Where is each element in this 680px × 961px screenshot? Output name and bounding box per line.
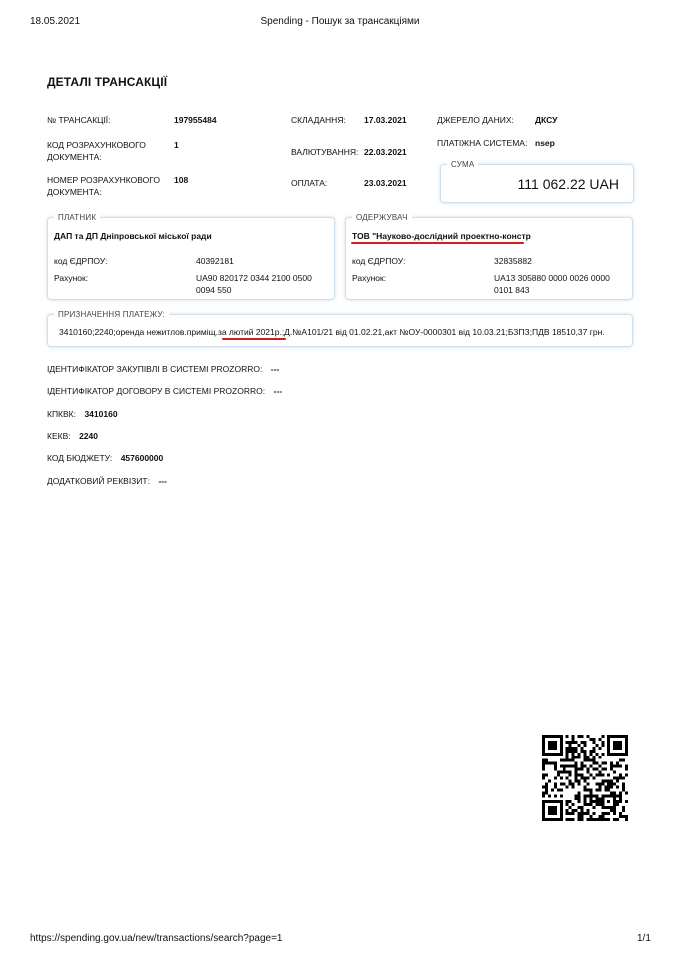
purpose-underline	[222, 338, 286, 340]
prozorro-contract-label: ІДЕНТИФІКАТОР ДОГОВОРУ В СИСТЕМІ PROZORRO:	[47, 386, 266, 396]
receiver-name-underline	[351, 242, 524, 244]
kpkvk-row	[47, 404, 118, 422]
sum-label: СУМА	[447, 159, 478, 170]
prozorro-purchase-row	[47, 359, 279, 377]
receiver-box	[345, 213, 633, 300]
additional-row	[47, 471, 167, 489]
compiled-value: 17.03.2021	[364, 115, 407, 125]
footer-page: 1/1	[637, 933, 651, 944]
receiver-name: ТОВ "Науково-дослідний проектно-констр	[352, 231, 531, 241]
receiver-account-value: UA13 305880 0000 0026 0000 0101 843	[494, 273, 610, 295]
budget-code-label: КОД БЮДЖЕТУ:	[47, 453, 113, 463]
budget-code-value: 457600000	[120, 453, 164, 463]
settlement-doc-code-value: 1	[174, 140, 179, 150]
receiver-edrpou-label: код ЄДРПОУ:	[352, 256, 406, 266]
kpkvk-label: КПКВК:	[47, 409, 76, 419]
payer-box	[47, 213, 335, 300]
settlement-doc-code-label: КОД РОЗРАХУНКОВОГО ДОКУМЕНТА:	[47, 140, 146, 162]
receiver-edrpou-value: 32835882	[494, 256, 532, 266]
footer-url[interactable]: https://spending.gov.ua/new/transactions/search?page=1	[30, 933, 283, 944]
compiled-label: СКЛАДАННЯ:	[291, 115, 346, 125]
additional-label: ДОДАТКОВИЙ РЕКВІЗИТ:	[47, 476, 150, 486]
settlement-doc-no-label: НОМЕР РОЗРАХУНКОВОГО ДОКУМЕНТА:	[47, 175, 160, 197]
payer-legend: ПЛАТНИК	[54, 212, 100, 223]
settlement-doc-no-value: 108	[174, 175, 189, 185]
prozorro-contract-row	[47, 381, 282, 399]
receiver-legend: ОДЕРЖУВАЧ	[352, 212, 412, 223]
source-value: ДКСУ	[535, 115, 558, 125]
sum-value: 111 062.22 UAH	[517, 176, 619, 192]
page-title: ДЕТАЛІ ТРАНСАКЦІЇ	[47, 75, 168, 89]
value-date-label: ВАЛЮТУВАННЯ:	[291, 147, 359, 157]
prozorro-purchase-label: ІДЕНТИФІКАТОР ЗАКУПІВЛІ В СИСТЕМІ PROZORRO:	[47, 364, 263, 374]
payment-system-value: nsep	[535, 138, 555, 148]
prozorro-contract-value: ---	[273, 386, 283, 396]
purpose-box	[47, 310, 633, 347]
payer-edrpou-label: код ЄДРПОУ:	[54, 256, 108, 266]
transaction-no-label: № ТРАНСАКЦІЇ:	[47, 115, 111, 125]
qr-code-icon	[542, 735, 628, 821]
value-date-value: 22.03.2021	[364, 147, 407, 157]
kekv-label: КЕКВ:	[47, 431, 71, 441]
payer-edrpou-value: 40392181	[196, 256, 234, 266]
kekv-row	[47, 426, 98, 444]
payment-label: ОПЛАТА:	[291, 178, 328, 188]
payment-system-label: ПЛАТІЖНА СИСТЕМА:	[437, 138, 528, 148]
print-title: Spending - Пошук за трансакціями	[260, 16, 420, 27]
kekv-value: 2240	[79, 431, 98, 441]
payment-value: 23.03.2021	[364, 178, 407, 188]
payer-account-value: UA90 820172 0344 2100 0500 0094 550	[196, 273, 312, 295]
source-label: ДЖЕРЕЛО ДАНИХ:	[437, 115, 514, 125]
purpose-legend: ПРИЗНАЧЕННЯ ПЛАТЕЖУ:	[54, 309, 169, 320]
transaction-no-value: 197955484	[174, 115, 217, 125]
prozorro-purchase-value: ---	[270, 364, 280, 374]
payer-account-label: Рахунок:	[54, 273, 89, 283]
payer-name: ДАП та ДП Дніпровської міської ради	[54, 231, 212, 241]
additional-value: ---	[158, 476, 167, 486]
print-date: 18.05.2021	[30, 16, 81, 27]
kpkvk-value: 3410160	[84, 409, 118, 419]
receiver-account-label: Рахунок:	[352, 273, 387, 283]
purpose-text: 3410160;2240;оренда нежитлов.приміщ.за лютий 2021р.;Д.№А101/21 від 01.02.21,акт №ОУ-0000301 від 10.03.21;БЗПЗ;ПДВ 18510,37 грн.	[59, 327, 605, 337]
budget-code-row	[47, 448, 163, 466]
sum-box	[440, 160, 634, 203]
